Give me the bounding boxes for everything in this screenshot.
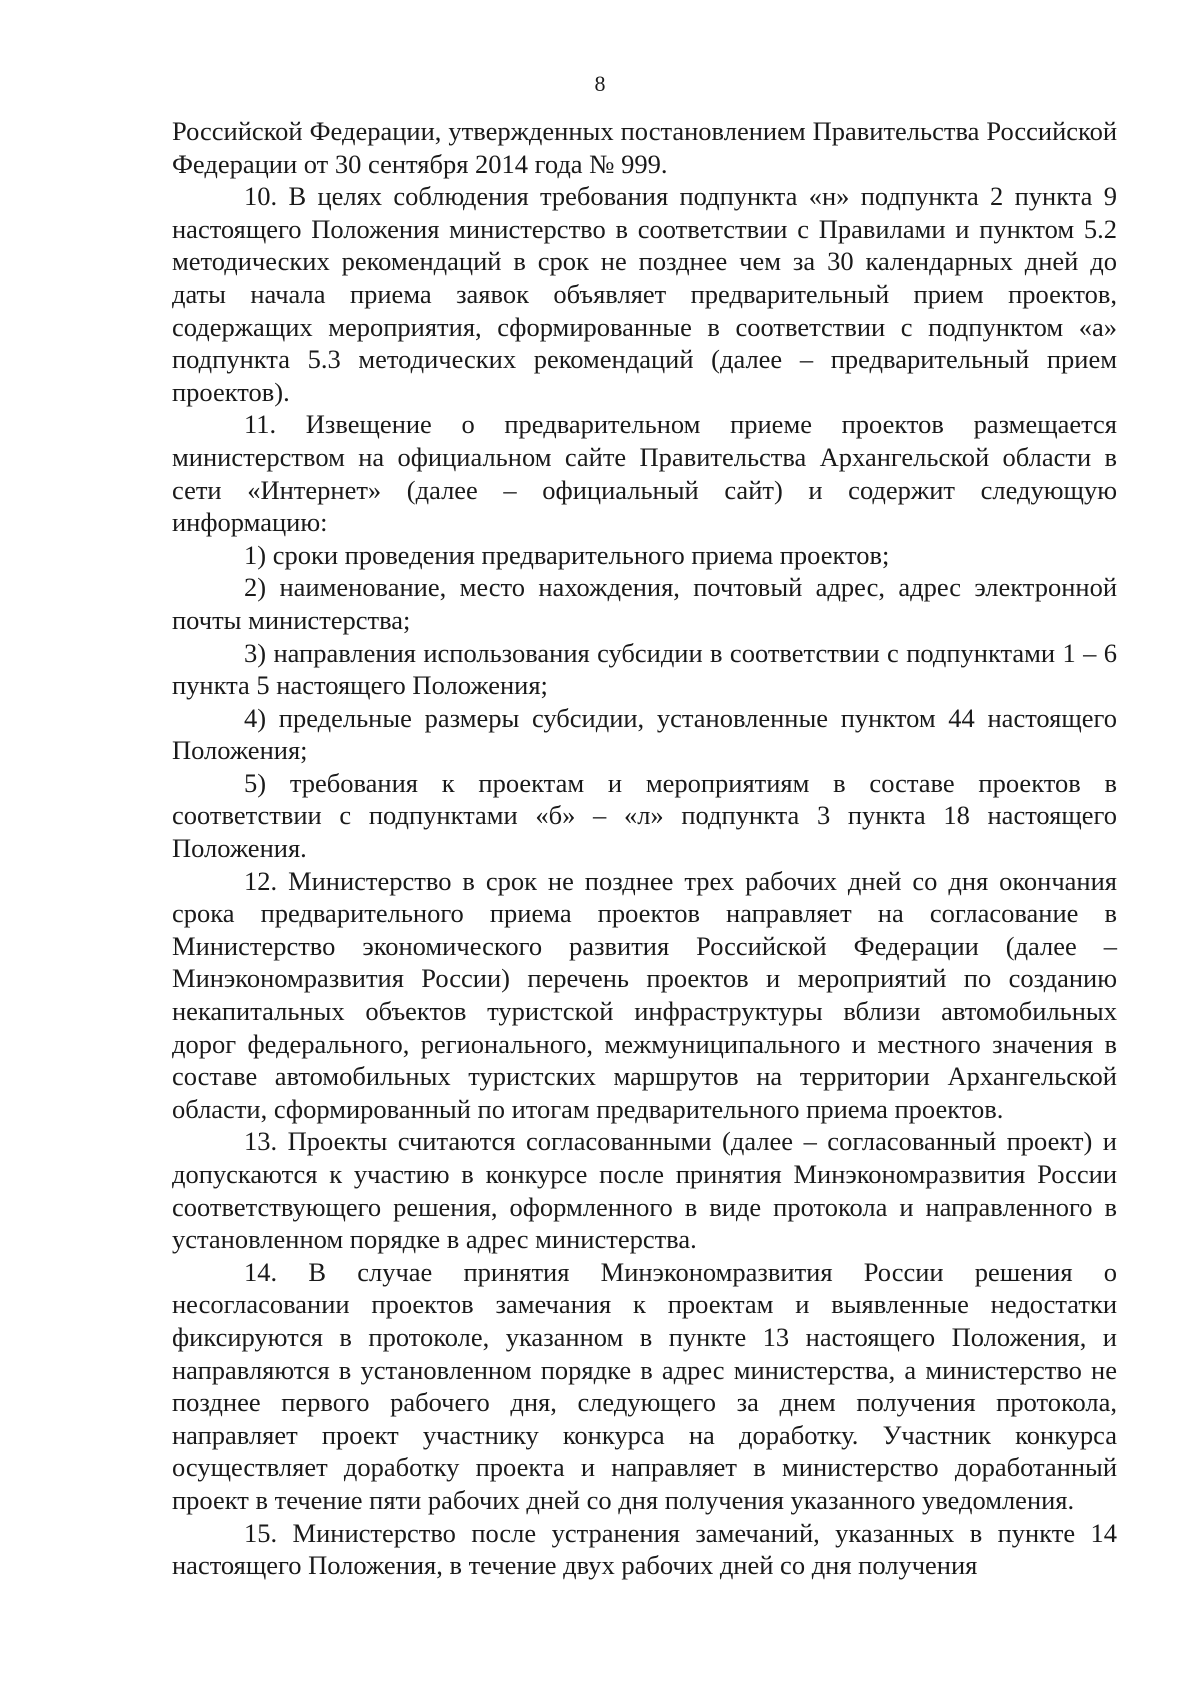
- list-item-11-1: 1) сроки проведения предварительного приема проектов;: [244, 539, 890, 570]
- paragraph-15: 15. Министерство после устранения замечаний, указанных в пункте 14 настоящего Положения, в течение двух рабочих дней со дня получения: [172, 1517, 1117, 1581]
- paragraph-intro: Российской Федерации, утвержденных постановлением Правительства Российской Федерации от 30 сентября 2014 года № 999.: [172, 116, 1117, 179]
- document-body: [172, 115, 1117, 1582]
- paragraph-11: 11. Извещение о предварительном приеме проектов размещается министерством на официальном сайте Правительства Архангельской области в сети «Интернет» (далее – официальный сайт) и содержит следующую информацию:: [172, 409, 1117, 538]
- paragraph-12: 12. Министерство в срок не позднее трех рабочих дней со дня окончания срока предварительного приема проектов направляет на согласование в Министерство экономического развития Российской Федерации (далее – Минэкономразвития России) перечень проектов и мероприятий по созданию некапитальных объектов туристской инфраструктуры вблизи автомобильных дорог федерального, регионального, межмуниципального и местного значения в составе автомобильных туристских маршрутов на территории Архангельской области, сформированный по итогам предварительного приема проектов.: [172, 865, 1117, 1124]
- list-item-11-2: 2) наименование, место нахождения, почтовый адрес, адрес электронной почты министерства;: [172, 572, 1117, 635]
- list-item-11-3: 3) направления использования субсидии в соответствии с подпунктами 1 – 6 пункта 5 настоящего Положения;: [172, 637, 1117, 701]
- paragraph-10: 10. В целях соблюдения требования подпункта «н» подпункта 2 пункта 9 настоящего Положения министерство в соответствии с Правилами и пунктом 5.2 методических рекомендаций в срок не позднее чем за 30 календарных дней до даты начала приема заявок объявляет предварительный прием проектов, содержащих мероприятия, сформированные в соответствии с подпунктом «а» подпункта 5.3 методических рекомендаций (далее – предварительный прием проектов).: [172, 181, 1117, 407]
- paragraph-13: 13. Проекты считаются согласованными (далее – согласованный проект) и допускаются к участию в конкурсе после принятия Минэкономразвития России соответствующего решения, оформленного в виде протокола и направленного в установленном порядке в адрес министерства.: [172, 1126, 1117, 1255]
- page-number: 8: [594, 71, 606, 96]
- paragraph-14: 14. В случае принятия Минэкономразвития России решения о несогласовании проектов замечания к проектам и выявленные недостатки фиксируются в протоколе, указанном в пункте 13 настоящего Положения, и направляются в установленном порядке в адрес министерства, а министерство не позднее первого рабочего дня, следующего за днем получения протокола, направляет проект участнику конкурса на доработку. Участник конкурса осуществляет доработку проекта и направляет в министерство доработанный проект в течение пяти рабочих дней со дня получения указанного уведомления.: [172, 1256, 1117, 1515]
- list-item-11-4: 4) предельные размеры субсидии, установленные пунктом 44 настоящего Положения;: [172, 702, 1117, 766]
- list-item-11-5: 5) требования к проектам и мероприятиям в составе проектов в соответствии с подпунктами «б» – «л» подпункта 3 пункта 18 настоящего Положения.: [172, 767, 1117, 864]
